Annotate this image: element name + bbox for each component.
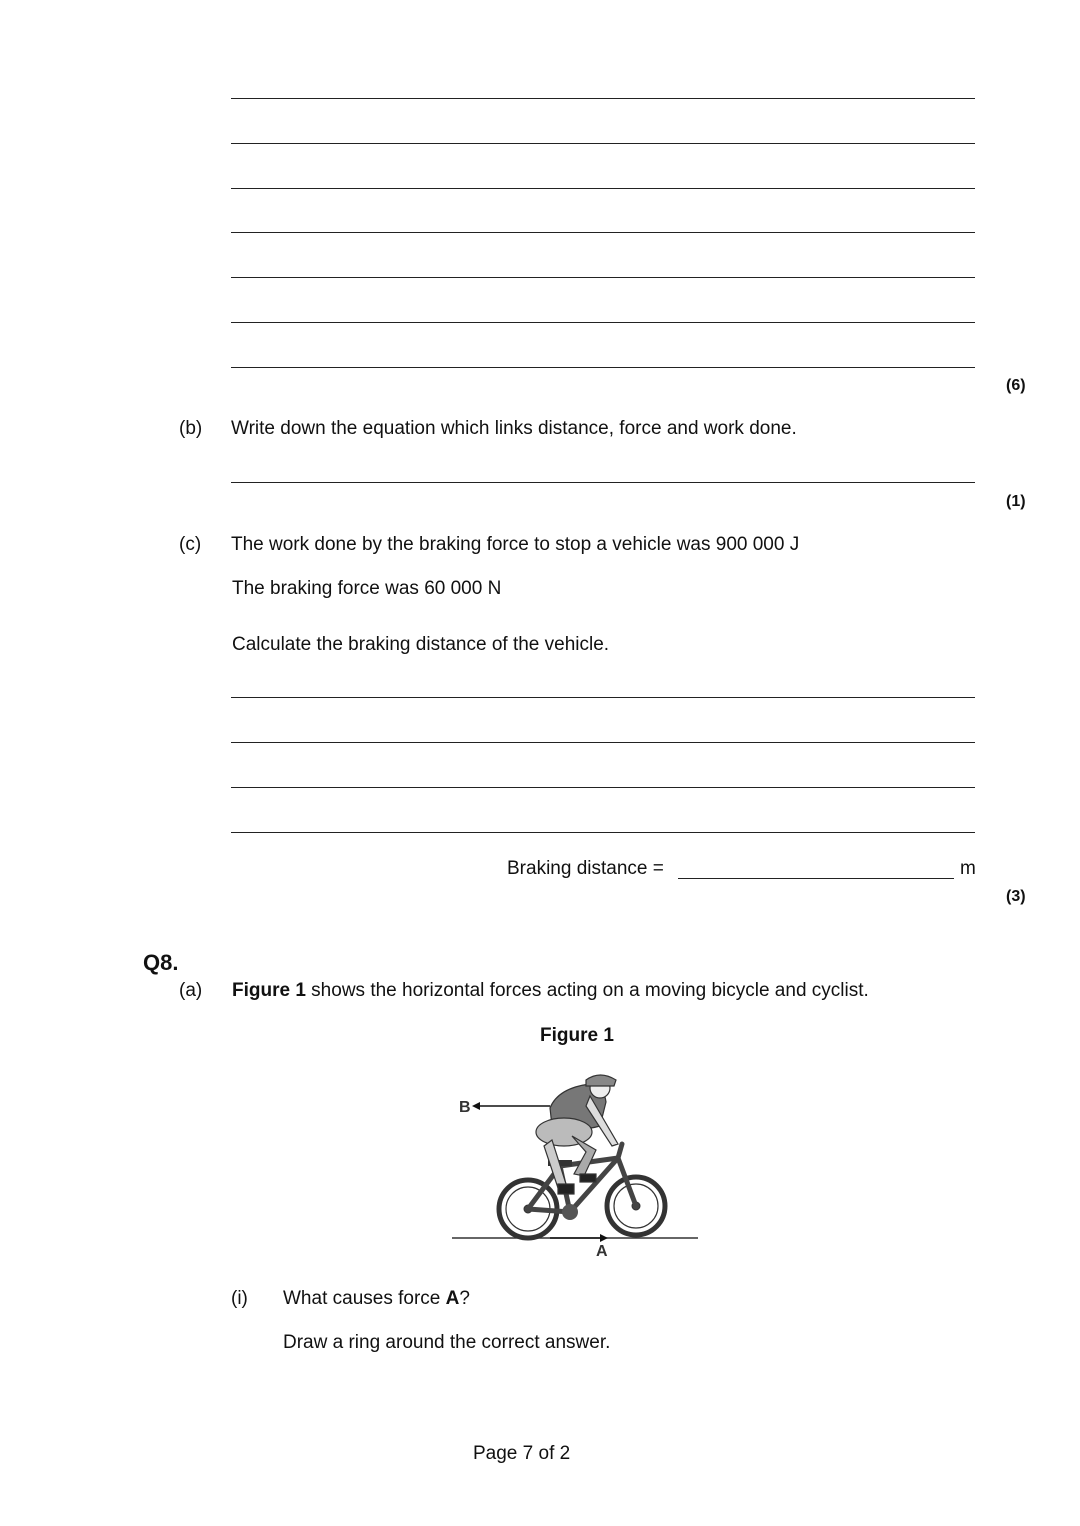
answer-line[interactable] bbox=[231, 188, 975, 189]
figure-title: Figure 1 bbox=[540, 1025, 614, 1046]
part-c-label: (c) bbox=[179, 534, 202, 555]
braking-distance-label: Braking distance = bbox=[507, 858, 664, 879]
answer-line[interactable] bbox=[231, 98, 975, 99]
part-i-instruction: Draw a ring around the correct answer. bbox=[283, 1332, 611, 1353]
answer-line-c[interactable] bbox=[231, 787, 975, 788]
answer-line-c[interactable] bbox=[231, 697, 975, 698]
part-c-line2: The braking force was 60 000 N bbox=[232, 578, 502, 599]
force-a-ref: A bbox=[445, 1288, 460, 1309]
answer-line[interactable] bbox=[231, 322, 975, 323]
part-c-line3: Calculate the braking distance of the vehicle. bbox=[232, 634, 610, 655]
answer-line-c[interactable] bbox=[231, 832, 975, 833]
part-a-label: (a) bbox=[179, 980, 203, 1001]
marks-c: (3) bbox=[1006, 888, 1026, 905]
braking-distance-unit: m bbox=[960, 858, 976, 879]
force-b-label: B bbox=[459, 1099, 471, 1116]
answer-line[interactable] bbox=[231, 232, 975, 233]
braking-distance-answer-line[interactable] bbox=[678, 878, 954, 879]
marks-b: (1) bbox=[1006, 493, 1026, 510]
part-c-line1: The work done by the braking force to stop a vehicle was 900 000 J bbox=[231, 534, 800, 555]
part-b-question: Write down the equation which links distance, force and work done. bbox=[231, 418, 797, 439]
answer-line[interactable] bbox=[231, 367, 975, 368]
force-a-label: A bbox=[596, 1243, 608, 1260]
figure-ref: Figure 1 bbox=[232, 980, 306, 1001]
question-number: Q8. bbox=[143, 950, 179, 975]
part-a-text-rest: shows the horizontal forces acting on a moving bicycle and cyclist. bbox=[305, 980, 869, 1001]
marks-top: (6) bbox=[1006, 377, 1026, 394]
answer-line-c[interactable] bbox=[231, 742, 975, 743]
part-i-label: (i) bbox=[231, 1288, 248, 1309]
part-i-question: What causes force A? bbox=[283, 1288, 470, 1309]
part-b-label: (b) bbox=[179, 418, 203, 439]
cyclist bbox=[536, 1075, 618, 1194]
answer-line-b[interactable] bbox=[231, 482, 975, 483]
page-footer: Page 7 of 2 bbox=[473, 1443, 571, 1464]
bicycle-cyclist-figure bbox=[440, 1066, 702, 1266]
answer-line[interactable] bbox=[231, 143, 975, 144]
answer-line[interactable] bbox=[231, 277, 975, 278]
part-a-text bbox=[232, 980, 869, 1002]
